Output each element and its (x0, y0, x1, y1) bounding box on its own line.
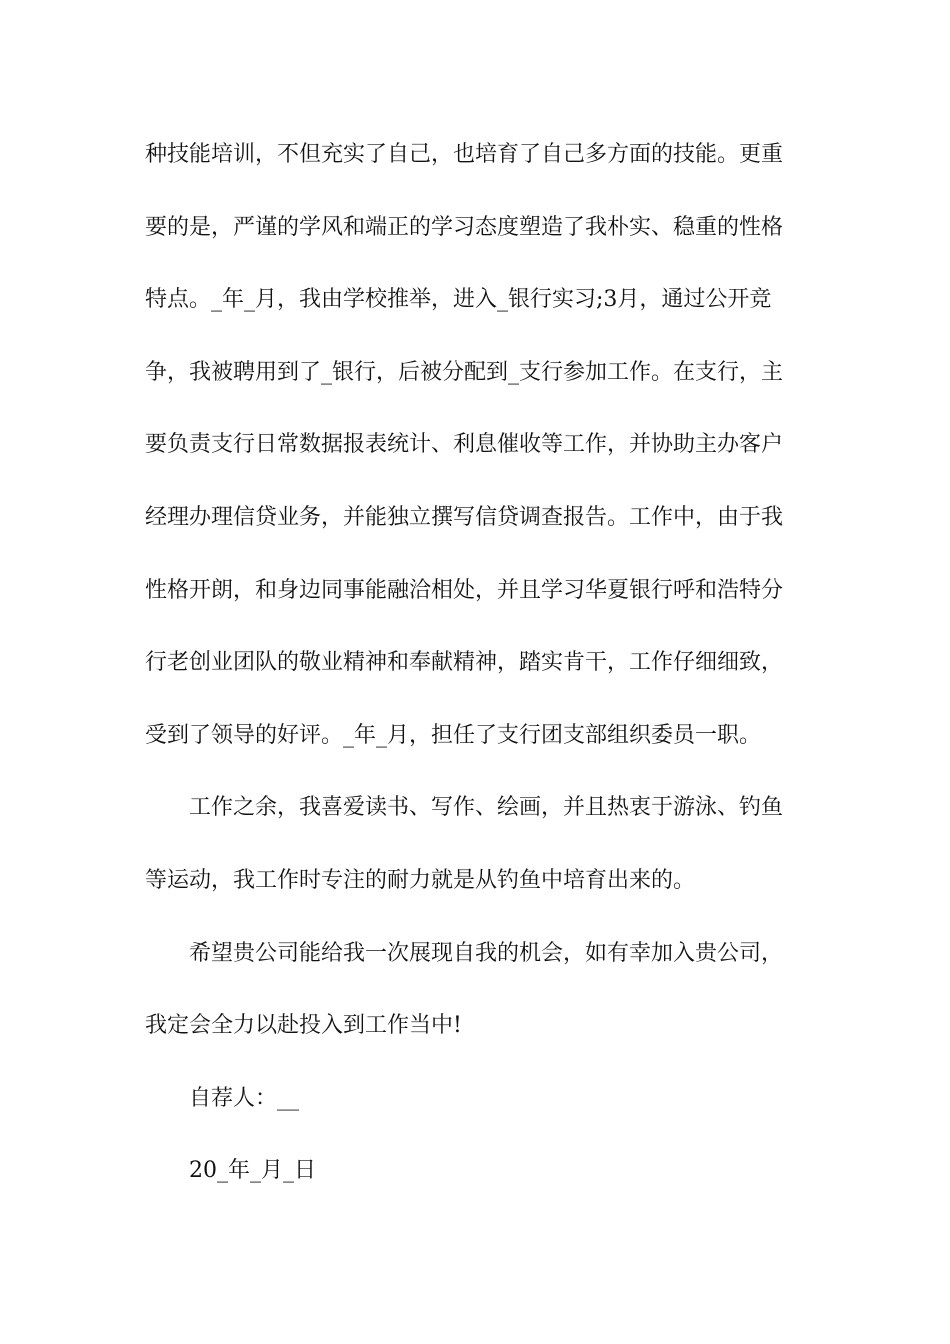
text-line: 要负责支行日常数据报表统计、利息催收等工作，并协助主办客户 (145, 432, 784, 458)
letter-body (145, 130, 810, 1219)
text-line: 希望贵公司能给我一次展现自我的机会，如有幸加入贵公司， (189, 940, 784, 966)
text-line: 行老创业团队的敬业精神和奉献精神，踏实肯干，工作仔细细致， (145, 650, 784, 676)
text-line: 受到了领导的好评。_年_月，担任了支行团支部组织委员一职。 (145, 722, 762, 748)
text-line: 经理办理信贷业务，并能独立撰写信贷调查报告。工作中，由于我 (145, 504, 784, 530)
date-line: 20_年_月_日 (189, 1158, 316, 1184)
signature-line: 自荐人：__ (189, 1085, 300, 1111)
text-line: 性格开朗，和身边同事能融洽相处，并且学习华夏银行呼和浩特分 (145, 577, 784, 603)
text-line: 工作之余，我喜爱读书、写作、绘画，并且热衷于游泳、钓鱼 (189, 795, 784, 821)
text-line: 要的是，严谨的学风和端正的学习态度塑造了我朴实、稳重的性格 (145, 214, 784, 240)
text-line: 种技能培训，不但充实了自己，也培育了自己多方面的技能。更重 (145, 142, 784, 167)
text-line: 争，我被聘用到了_银行，后被分配到_支行参加工作。在支行，主 (145, 359, 784, 385)
text-line: 等运动，我工作时专注的耐力就是从钓鱼中培育出来的。 (145, 867, 696, 893)
text-line: 我定会全力以赴投入到工作当中! (145, 1013, 462, 1039)
text-line: 特点。_年_月，我由学校推举，进入_银行实习;3月，通过公开竞 (145, 287, 772, 313)
